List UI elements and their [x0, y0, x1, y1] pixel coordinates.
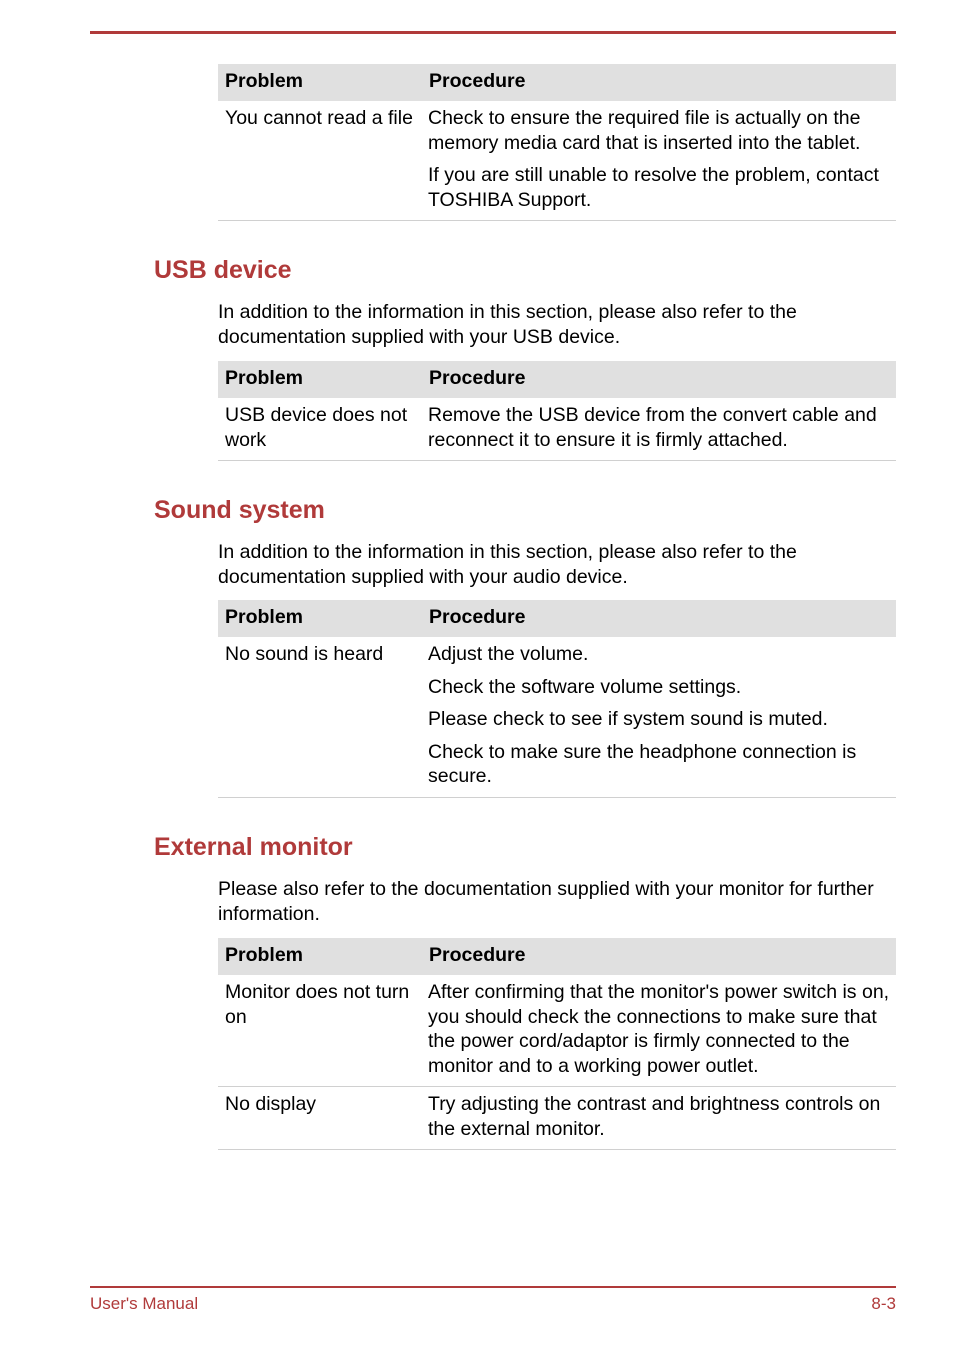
- section-intro-external-monitor: Please also refer to the documentation supplied with your monitor for further information.: [218, 878, 874, 925]
- table-header-row: [218, 64, 896, 101]
- sd-card-problem-table: [218, 64, 896, 221]
- external-monitor-problem-table: [218, 938, 896, 1150]
- problem-cell: USB device does not work: [218, 398, 422, 461]
- problem-cell: No sound is heard: [218, 637, 422, 797]
- procedure-column-header: Procedure: [422, 600, 896, 637]
- problem-column-header: Problem: [218, 600, 422, 637]
- section-heading-external-monitor: External monitor: [154, 833, 353, 861]
- header-rule: [90, 31, 896, 34]
- table-row: [218, 975, 896, 1087]
- problem-column-header: Problem: [218, 361, 422, 398]
- procedure-step: If you are still unable to resolve the problem, contact TOSHIBA Support.: [428, 164, 879, 211]
- section-heading-usb-device: USB device: [154, 256, 292, 284]
- problem-column-header: Problem: [218, 938, 422, 975]
- problem-cell: Monitor does not turn on: [218, 975, 422, 1087]
- procedure-cell: [422, 975, 896, 1087]
- footer-manual-title: User's Manual: [90, 1294, 199, 1313]
- procedure-step: Check to ensure the required file is actually on the memory media card that is inserted into the tablet.: [428, 107, 861, 154]
- problem-column-header: Problem: [218, 64, 422, 101]
- table-header-row: [218, 600, 896, 637]
- procedure-cell: [422, 101, 896, 221]
- footer-rule: [90, 1286, 896, 1288]
- procedure-step: Adjust the volume.: [428, 643, 589, 665]
- procedure-step: Remove the USB device from the convert cable and reconnect it to ensure it is firmly attached.: [428, 404, 877, 451]
- table-header-row: [218, 361, 896, 398]
- procedure-column-header: Procedure: [422, 938, 896, 975]
- procedure-step: Check the software volume settings.: [428, 675, 742, 698]
- table-row: [218, 398, 896, 461]
- sound-system-problem-table: [218, 600, 896, 798]
- table-row: [218, 101, 896, 221]
- procedure-step: Try adjusting the contrast and brightness controls on the external monitor.: [428, 1093, 881, 1140]
- procedure-column-header: Procedure: [422, 361, 896, 398]
- procedure-cell: [422, 637, 896, 797]
- procedure-cell: [422, 398, 896, 461]
- procedure-step: Check to make sure the headphone connection is secure.: [428, 740, 857, 787]
- usb-device-problem-table: [218, 361, 896, 461]
- table-row: [218, 637, 896, 797]
- page-number: 8-3: [871, 1294, 896, 1313]
- section-heading-sound-system: Sound system: [154, 496, 325, 524]
- section-intro-sound-system: In addition to the information in this section, please also refer to the documentation supplied with your audio device.: [218, 541, 797, 588]
- section-intro-usb-device: In addition to the information in this section, please also refer to the documentation supplied with your USB device.: [218, 301, 797, 348]
- problem-cell: No display: [218, 1087, 422, 1150]
- procedure-column-header: Procedure: [422, 64, 896, 101]
- table-row: [218, 1087, 896, 1150]
- procedure-step: Please check to see if system sound is muted.: [428, 708, 828, 730]
- problem-cell: You cannot read a file: [218, 101, 422, 221]
- procedure-cell: [422, 1087, 896, 1150]
- procedure-step: After confirming that the monitor's power switch is on, you should check the connections to make sure that the power cord/adaptor is firmly connected to the monitor and to a working power outlet.: [428, 981, 890, 1077]
- table-header-row: [218, 938, 896, 975]
